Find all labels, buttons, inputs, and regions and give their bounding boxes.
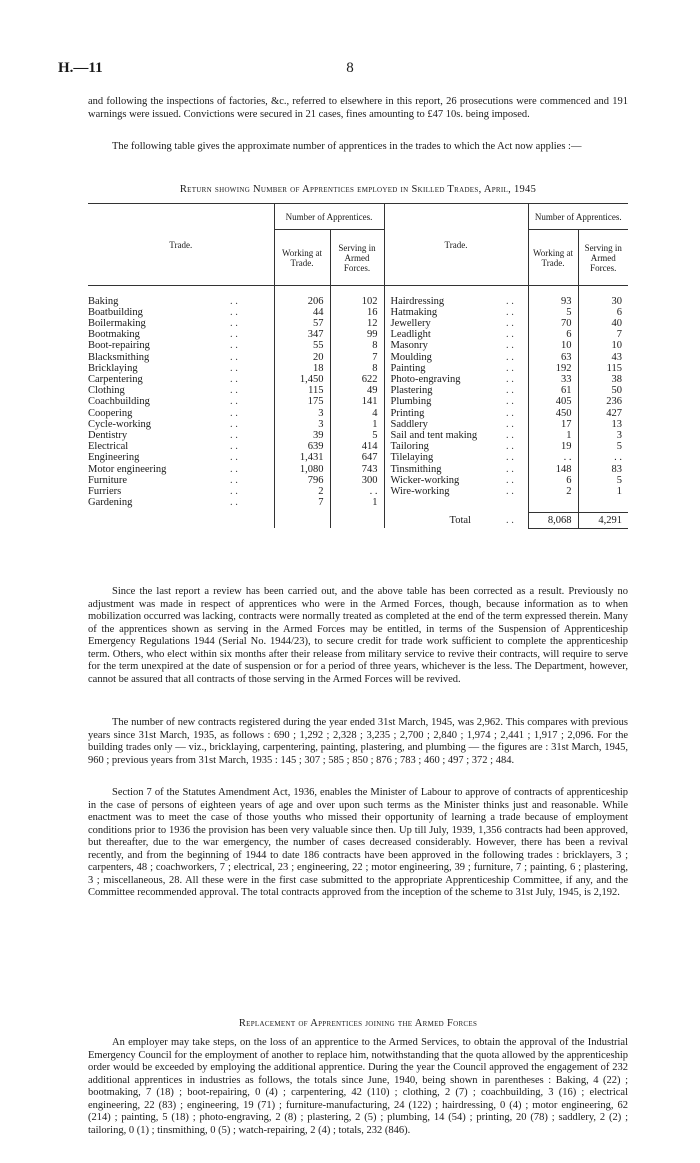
working-count: 6 [528, 329, 578, 340]
trade-name: Hatmaking [390, 306, 438, 318]
leader-dots: . . [506, 329, 514, 341]
trade-name: Photo-engraving [390, 373, 461, 385]
leader-dots: . . [230, 317, 238, 329]
table-row [88, 497, 628, 508]
trade-name: Leadlight [390, 329, 431, 341]
trade-name: Tailoring [390, 441, 429, 453]
trade-name: Furniture [88, 474, 128, 486]
blank-cell [230, 512, 274, 528]
trade-name: Electrical [88, 441, 129, 453]
paragraph-review: Since the last report a review has been carried out, and the above table has been corrected as a result. Previously no adjustment was made in respect of apprentices who were in the Armed Forces, though, because information as to when mobilization occurred was lacking, contracts were normally treated as completed at the end of the term expressed therein. Many of the apprentices shown as serving in the Armed Forces may be entitled, in terms of the Suspension of Apprenticeship Emergency Regulations 1944 (Serial No. 1944/23), to secure credit for trade work sufficient to complete the apprenticeship term. Others, who elect within six months after their release from military service to revive their contracts, will require to serve for the term unexpired at the date of suspension or for a period of three years, whichever is the less. The Department, however, cannot be assured that all contracts of those serving in the Armed Forces will be revived. [88, 586, 628, 685]
col-header-trade-right: Trade. [384, 204, 528, 286]
trade-name: Boilermaking [88, 317, 146, 329]
table-row [88, 486, 628, 497]
table-total-row [88, 512, 628, 528]
serving-count: 13 [578, 419, 628, 430]
serving-count: 3 [578, 430, 628, 441]
trade-name: Dentistry [88, 429, 128, 441]
working-count: 63 [528, 352, 578, 363]
leader-dots: . . [230, 306, 238, 318]
total-label: Total [449, 514, 471, 526]
col-header-serving-left: Serving in Armed Forces. [330, 230, 384, 286]
trade-name: Tilelaying [390, 452, 434, 464]
leader-dots: . . [230, 329, 238, 341]
apprentices-table [88, 203, 628, 529]
leader-dots: . . [230, 474, 238, 486]
working-count: 2 [274, 486, 330, 497]
serving-count: 7 [578, 329, 628, 340]
trade-name: Tinsmithing [390, 463, 442, 475]
table-row [88, 408, 628, 419]
working-count: 20 [274, 352, 330, 363]
leader-dots: . . [506, 463, 514, 475]
table-row [88, 329, 628, 340]
leader-dots: . . [230, 441, 238, 453]
table-row [88, 374, 628, 385]
leader-dots: . . [506, 514, 514, 526]
working-count: 796 [274, 475, 330, 486]
working-count: 450 [528, 408, 578, 419]
serving-count: 10 [578, 340, 628, 351]
working-count [528, 497, 578, 508]
trade-name: Hairdressing [390, 295, 445, 307]
serving-count: 647 [330, 452, 384, 463]
table-title: Return showing Number of Apprentices employed in Skilled Trades, April, 1945 [179, 184, 537, 195]
serving-count: 8 [330, 340, 384, 351]
working-count: 3 [274, 408, 330, 419]
trade-name: Motor engineering [88, 463, 167, 475]
working-count: 2 [528, 486, 578, 497]
serving-count: 1 [330, 497, 384, 508]
trade-name: Cycle-working [88, 418, 151, 430]
section-title-replacement: Replacement of Apprentices joining the Armed Forces [238, 1018, 478, 1029]
working-count: 44 [274, 307, 330, 318]
working-count: 6 [528, 475, 578, 486]
trade-name: Plastering [390, 385, 433, 397]
trade-name: Printing [390, 407, 425, 419]
working-count: 57 [274, 318, 330, 329]
trade-name: Boot-repairing [88, 340, 150, 352]
working-count: 639 [274, 441, 330, 452]
working-count: 148 [528, 464, 578, 475]
leader-dots: . . [506, 418, 514, 430]
working-count: 175 [274, 396, 330, 407]
col-header-number-right: Number of Apprentices. [528, 204, 628, 230]
table-row [88, 340, 628, 351]
serving-count: 4 [330, 408, 384, 419]
trade-name: Boatbuilding [88, 306, 143, 318]
serving-count: 30 [578, 296, 628, 307]
serving-count: 1 [330, 419, 384, 430]
working-count: 405 [528, 396, 578, 407]
leader-dots: . . [506, 340, 514, 352]
trade-name: Masonry [390, 340, 428, 352]
leader-dots: . . [506, 485, 514, 497]
trade-name: Blacksmithing [88, 351, 150, 363]
serving-count: 622 [330, 374, 384, 385]
table-row [88, 352, 628, 363]
leader-dots: . . [230, 418, 238, 430]
leader-dots [506, 497, 528, 508]
table-row [88, 441, 628, 452]
paragraph-replacement: An employer may take steps, on the loss of an apprentice to the Armed Services, to obtain the approval of the Industrial Emergency Council for the employment of another to replace him, notwithstanding that the quota allowed by the apprenticeship order would be exceeded by employing the additional apprentice. During the year the Council approved the engagement of 232 additional apprentices in industries as follows, the totals since June, 1940, being shown in parentheses : Baking, 4 (22) ; bootmaking, 7 (18) ; boot-repairing, 0 (4) ; carpentering, 42 (110) ; clothing, 2 (7) ; coachbuilding, 3 (16) ; electrical engineering, 22 (83) ; engineering, 19 (71) ; furniture-manufacturing, 24 (122) ; hairdressing, 0 (4) ; motor engineering, 62 (214) ; painting, 5 (18) ; photo-engraving, 2 (8) ; plastering, 2 (5) ; plumbing, 14 (54) ; printing, 20 (78) ; saddlery, 2 (2) ; tailoring, 0 (1) ; tinsmithing, 0 (5) ; watch-repairing, 2 (4) ; totals, 232 (846). [88, 1037, 628, 1136]
page-header [58, 60, 642, 80]
col-header-working-right: Working at Trade. [528, 230, 578, 286]
working-count: 1,431 [274, 452, 330, 463]
working-count: 3 [274, 419, 330, 430]
working-count: . . [528, 452, 578, 463]
col-header-working-left: Working at Trade. [274, 230, 330, 286]
trade-name: Saddlery [390, 418, 428, 430]
serving-count: 12 [330, 318, 384, 329]
table-row [88, 296, 628, 307]
table-row [88, 307, 628, 318]
leader-dots: . . [506, 317, 514, 329]
table-row [88, 396, 628, 407]
leader-dots: . . [506, 351, 514, 363]
total-serving: 4,291 [578, 512, 628, 528]
leader-dots: . . [506, 385, 514, 397]
serving-count: 1 [578, 486, 628, 497]
leader-dots: . . [230, 452, 238, 464]
leader-dots: . . [230, 351, 238, 363]
trade-name: Sail and tent making [390, 429, 478, 441]
working-count: 1,080 [274, 464, 330, 475]
paragraph-new-contracts: The number of new contracts registered during the year ended 31st March, 1945, was 2,962. This compares with previous years since 31st March, 1935, as follows : 690 ; 1,292 ; 2,328 ; 3,235 ; 2,700 ; 2,840 ; 1,974 ; 2,441 ; 1,917 ; 2,096. For the building trades only — viz., bricklaying, carpentering, painting, plastering, and plumbing — the figures are : 31st March, 1945, 960 ; previous years from 31st March, 1935 : 145 ; 307 ; 585 ; 850 ; 876 ; 783 ; 460 ; 497 ; 372 ; 484. [88, 717, 628, 766]
working-count: 1 [528, 430, 578, 441]
working-count: 61 [528, 385, 578, 396]
serving-count: 427 [578, 408, 628, 419]
trade-name: Bootmaking [88, 329, 140, 341]
working-count: 17 [528, 419, 578, 430]
table-row [88, 452, 628, 463]
serving-count: 5 [330, 430, 384, 441]
serving-count: 40 [578, 318, 628, 329]
leader-dots: . . [506, 441, 514, 453]
leader-dots: . . [230, 463, 238, 475]
trade-name [384, 497, 506, 508]
table-row [88, 363, 628, 374]
working-count: 347 [274, 329, 330, 340]
table-row [88, 464, 628, 475]
report-reference: H.—11 [58, 60, 103, 76]
serving-count: 6 [578, 307, 628, 318]
working-count: 39 [274, 430, 330, 441]
leader-dots: . . [230, 497, 238, 509]
leader-dots: . . [230, 407, 238, 419]
leader-dots: . . [506, 295, 514, 307]
leader-dots: . . [230, 340, 238, 352]
working-count: 10 [528, 340, 578, 351]
working-count: 7 [274, 497, 330, 508]
trade-name: Clothing [88, 385, 125, 397]
leader-dots: . . [230, 295, 238, 307]
working-count: 70 [528, 318, 578, 329]
serving-count: 49 [330, 385, 384, 396]
serving-count: 38 [578, 374, 628, 385]
trade-name: Gardening [88, 497, 133, 509]
leader-dots: . . [506, 407, 514, 419]
leader-dots: . . [230, 362, 238, 374]
working-count: 1,450 [274, 374, 330, 385]
page-number: 8 [346, 60, 354, 76]
serving-count: 743 [330, 464, 384, 475]
leader-dots: . . [230, 373, 238, 385]
leader-dots: . . [506, 362, 514, 374]
serving-count: 115 [578, 363, 628, 374]
trade-name: Plumbing [390, 396, 432, 408]
serving-count [578, 497, 628, 508]
table-row [88, 318, 628, 329]
working-count: 93 [528, 296, 578, 307]
col-header-number-left: Number of Apprentices. [274, 204, 384, 230]
trade-name: Engineering [88, 452, 140, 464]
serving-count: 300 [330, 475, 384, 486]
trade-name: Baking [88, 295, 119, 307]
working-count: 115 [274, 385, 330, 396]
serving-count: 43 [578, 352, 628, 363]
paragraph-table-intro: The following table gives the approximate number of apprentices in the trades to which the Act now applies :— [112, 141, 582, 152]
working-count: 206 [274, 296, 330, 307]
serving-count: 5 [578, 475, 628, 486]
serving-count: 16 [330, 307, 384, 318]
leader-dots: . . [506, 373, 514, 385]
working-count: 33 [528, 374, 578, 385]
table-row [88, 419, 628, 430]
paragraph-section-7: Section 7 of the Statutes Amendment Act, 1936, enables the Minister of Labour to approve of contracts of apprenticeship in the case of persons of eighteen years of age and over upon such terms as the Minister thinks just and reasonable. While enactment was to meet the case of those youths who missed their opportunity of learning a trade because of employment conditions prior to 1936 the provision has been very valuable since then. Up till July, 1939, 1,356 contracts had been approved, but thereafter, due to the war emergency, the number of cases decreased considerably. However, there has been a revival recently, and from the beginning of 1944 to date 186 contracts have been approved in the following trades : bricklayers, 3 ; carpenters, 48 ; coachworkers, 7 ; electrical, 23 ; engineering, 22 ; motor engineering, 39 ; furniture, 7 ; painting, 6 ; plastering, 3 ; miscellaneous, 28. All these were in the first case submitted to the appropriate Apprenticeship Committee, if any, and the Committee recommended approval. The total contracts approved from the inception of the scheme to 31st July, 1945, is 2,192. [88, 787, 628, 898]
serving-count: 99 [330, 329, 384, 340]
blank-cell [88, 512, 230, 528]
leader-dots: . . [230, 429, 238, 441]
leader-dots: . . [506, 306, 514, 318]
serving-count: 8 [330, 363, 384, 374]
leader-dots: . . [506, 452, 514, 464]
paragraph-prosecutions: and following the inspections of factories, &c., referred to elsewhere in this report, 26 prosecutions were commenced and 191 warnings were issued. Convictions were secured in 21 cases, fines amounting to £47 10s. being imposed. [88, 96, 628, 120]
leader-dots: . . [506, 396, 514, 408]
trade-name: Bricklaying [88, 362, 138, 374]
serving-count: 236 [578, 396, 628, 407]
blank-cell [274, 512, 330, 528]
leader-dots: . . [230, 385, 238, 397]
trade-name: Coachbuilding [88, 396, 150, 408]
table-row [88, 385, 628, 396]
serving-count: 50 [578, 385, 628, 396]
trade-name: Painting [390, 362, 426, 374]
total-working: 8,068 [528, 512, 578, 528]
serving-count: 141 [330, 396, 384, 407]
trade-name: Coopering [88, 407, 133, 419]
trade-name: Wire-working [390, 485, 450, 497]
table-row [88, 475, 628, 486]
trade-name: Carpentering [88, 373, 143, 385]
serving-count: . . [330, 486, 384, 497]
blank-cell [330, 512, 384, 528]
serving-count: 414 [330, 441, 384, 452]
serving-count: . . [578, 452, 628, 463]
leader-dots: . . [230, 396, 238, 408]
working-count: 55 [274, 340, 330, 351]
working-count: 192 [528, 363, 578, 374]
leader-dots: . . [506, 429, 514, 441]
serving-count: 83 [578, 464, 628, 475]
trade-name: Furriers [88, 485, 122, 497]
col-header-serving-right: Serving in Armed Forces. [578, 230, 628, 286]
working-count: 5 [528, 307, 578, 318]
working-count: 19 [528, 441, 578, 452]
trade-name: Jewellery [390, 317, 431, 329]
table-row [88, 430, 628, 441]
serving-count: 5 [578, 441, 628, 452]
leader-dots: . . [506, 474, 514, 486]
serving-count: 102 [330, 296, 384, 307]
working-count: 18 [274, 363, 330, 374]
trade-name: Wicker-working [390, 474, 460, 486]
leader-dots: . . [230, 485, 238, 497]
col-header-trade-left: Trade. [88, 204, 274, 286]
trade-name: Moulding [390, 351, 432, 363]
serving-count: 7 [330, 352, 384, 363]
